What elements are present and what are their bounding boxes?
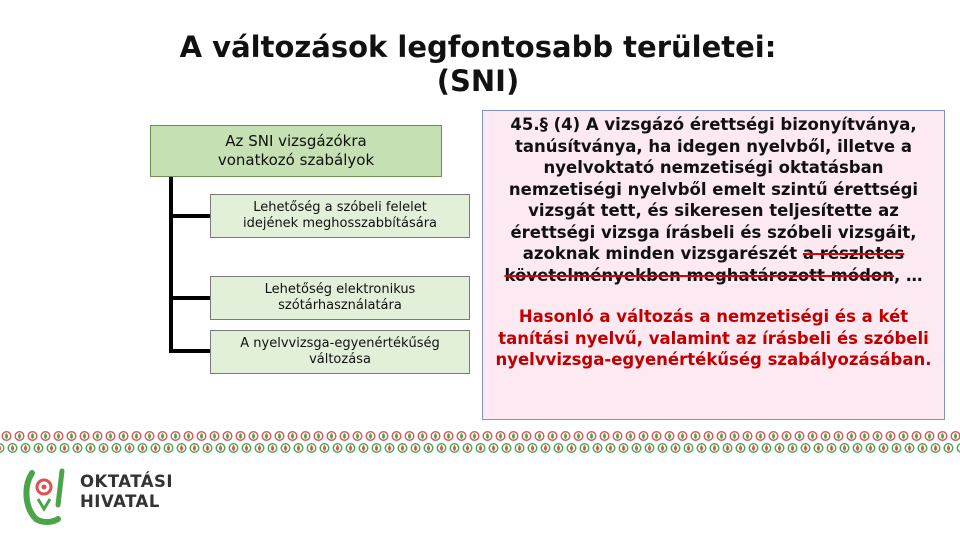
diagram-connector-2: [169, 296, 210, 300]
root-line-1: Az SNI vizsgázókra: [225, 132, 367, 150]
logo-text: [80, 472, 173, 512]
diagram-connector-3: [169, 349, 210, 353]
diagram-child-box-2: [210, 276, 470, 320]
child-1-line-2: idejének meghosszabbítására: [242, 216, 438, 231]
title-line-2: (SNI): [436, 64, 520, 98]
diagram-connector-1: [169, 214, 210, 218]
logo-line-2: HIVATAL: [80, 492, 160, 511]
tulip-ornament-row-bottom: [0, 442, 960, 454]
diagram-root-box: [150, 125, 442, 177]
legal-text-box: [482, 110, 945, 420]
owl-logo-icon: [22, 465, 74, 525]
child-3-line-2: változása: [309, 352, 371, 367]
child-2-line-1: Lehetőség elektronikus: [264, 282, 416, 297]
title-line-1: A változások legfontosabb területei:: [179, 30, 777, 64]
root-line-2: vonatkozó szabályok: [217, 151, 375, 169]
page-title: [0, 30, 956, 98]
legal-paragraph: [487, 114, 940, 286]
diagram-connector-vertical: [169, 177, 173, 351]
legal-text-main: 45.§ (4) A vizsgázó érettségi bizonyítványa, tanúsítványa, ha idegen nyelvből, illetve a nyelvoktató nemzetiségi oktatásban nemzetiségi nyelvből emelt szintű érettségi vizsgát tett, és sikeresen teljesítette az érettségi vizsga írásbeli és szóbeli vizsgáit, azoknak minden vizsgarészét: [508, 115, 919, 263]
child-3-line-1: A nyelvvizsga-egyenértékűség: [240, 336, 440, 351]
child-2-line-2: szótárhasználatára: [278, 298, 402, 313]
logo-line-1: OKTATÁSI: [80, 472, 174, 491]
legal-text-end: , …: [894, 265, 923, 285]
struck-text: a részletes követelményekben meghatározott módon: [504, 244, 905, 285]
tulip-ornament-row-top: [0, 430, 960, 442]
diagram-child-box-1: [210, 194, 470, 238]
child-1-line-1: Lehetőség a szóbeli felelet: [253, 200, 427, 215]
diagram-child-box-3: [210, 330, 470, 374]
change-note-paragraph: Hasonló a változás a nemzetiségi és a két tanítási nyelvű, valamint az írásbeli és szóbeli nyelvvizsga-egyenértékűség szabályozásában.: [495, 307, 932, 369]
